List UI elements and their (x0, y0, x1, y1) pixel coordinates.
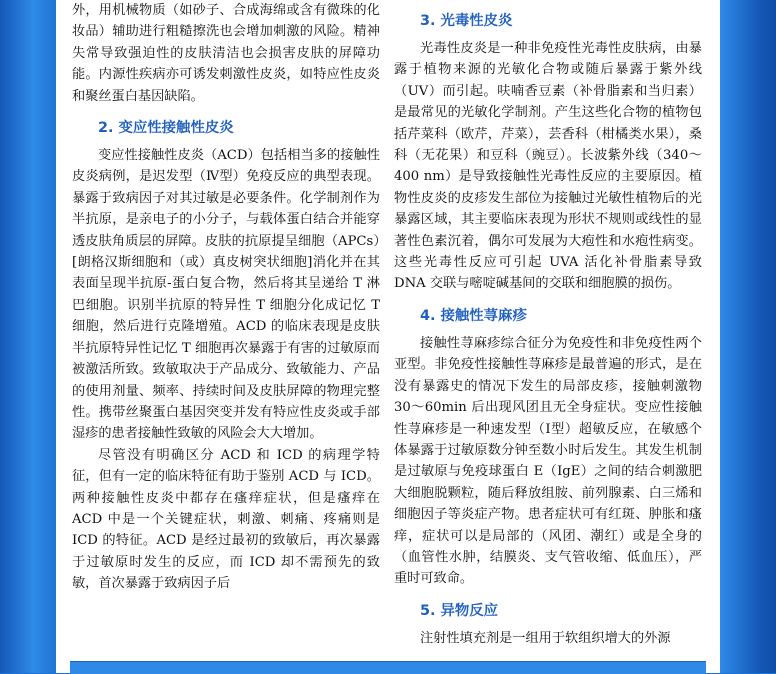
heading-foreign-body: 5. 异物反应 (420, 602, 499, 619)
page-sheet (56, 0, 720, 652)
paragraph-intro (72, 0, 380, 107)
heading-contact-urticaria: 4. 接触性荨麻疹 (420, 307, 527, 324)
page-right-edge (720, 0, 776, 673)
paragraph-contact-urticaria-text: 接触性荨麻疹综合征分为免疫性和非免疫性两个亚型。非免疫性接触性荨麻疹是最普遍的形式，是在没有暴露史的情况下发生的局部皮疹，接触刺激物 30～60min 后出现风团且无全身症状。变应性接触性荨麻疹是一种速发型（Ⅰ型）超敏反应，在敏感个体暴露于过敏原数分钟至数小时后发生。其发生机制是过敏原与免疫球蛋白 E（IgE）之间的结合刺激肥大细胞脱颗粒，随后释放组胺、前列腺素、白三烯和细胞因子等炎症产物。患者症状可有红斑、肿胀和瘙痒，症状可以是局部的（风团、潮红）或是全身的（血管性水肿，结膜炎、支气管收缩、低血压），严重时可致命。 (394, 335, 702, 587)
paragraph-acd-2 (72, 445, 380, 595)
left-column (72, 0, 380, 652)
paragraph-acd-2-text: 尽管没有明确区分 ACD 和 ICD 的病理学特征，但有一定的临床特征有助于鉴别 ACD 与 ICD。两种接触性皮炎中都存在瘙痒症状，但是瘙痒在 ACD 中是一个关键症状，刺激、刺痛、疼痛则是 ICD 的特征。ACD 是经过最初的致敏后，再次暴露于过敏原时发生的反应，而 ICD 却不需预先的致敏，首次暴露于致病因子后 (72, 447, 380, 592)
two-column-layout (56, 0, 720, 652)
page-footer-strip (70, 661, 706, 674)
paragraph-foreign-body (394, 628, 702, 649)
page-left-edge (0, 0, 56, 673)
paragraph-contact-urticaria (394, 333, 702, 590)
paragraph-intro-text: 外，用机械物质（如砂子、合成海绵或含有微珠的化妆品）辅助进行粗糙擦洗也会增加刺激的风险。精神失常导致强迫性的皮肤清洁也会损害皮肤的屏障功能。内源性疾病亦可诱发刺激性皮炎，如特应性皮炎和聚丝蛋白基因缺陷。 (72, 3, 380, 104)
paragraph-phototoxic-text: 光毒性皮炎是一种非免疫性光毒性皮肤病，由暴露于植物来源的光敏化合物或随后暴露于紫外线（UV）而引起。呋喃香豆素（补骨脂素和当归素）是最常见的光敏化学制剂。产生这些化合物的植物包括芹菜科（欧芹，芹菜），芸香科（柑橘类水果），桑科（无花果）和豆科（豌豆）。长波紫外线（340～400 nm）是导致接触性光毒性反应的主要原因。植物性皮炎的皮疹发生部位为接触过光敏性植物后的光暴露区域，其主要临床表现为形状不规则或线性的显著性色素沉着，偶尔可发展为大疱性和水疱性病变。这些光毒性反应可引起 UVA 活化补骨脂素导致 DNA 交联与嘧啶碱基间的交联和细胞膜的损伤。 (394, 41, 702, 292)
paragraph-acd-1 (72, 145, 380, 445)
paragraph-acd-1-text: 变应性接触性皮炎（ACD）包括相当多的接触性皮炎病例，是迟发型（Ⅳ型）免疫反应的典型表现。暴露于致病因子对其过敏是必要条件。化学制剂作为半抗原，是亲电子的小分子，与载体蛋白结合并能穿透皮肤角质层的屏障。皮肤的抗原提呈细胞（APCs）[朗格汉斯细胞和（或）真皮树突状细胞]消化并在其表面呈现半抗原-蛋白复合物，然后将其呈递给 T 淋巴细胞。识别半抗原的特异性 T 细胞分化成记忆 T 细胞，然后进行克隆增殖。ACD 的临床表现是皮肤半抗原特异性记忆 T 细胞再次暴露于有害的过敏原而被激活所致。致敏取决于产品成分、致敏能力、产品的使用剂量、频率、持续时间及皮肤屏障的物理完整性。携带丝聚蛋白基因突变并发有特应性皮炎或手部湿疹的患者接触性致敏的风险会大大增加。 (72, 148, 380, 442)
paragraph-foreign-body-text: 注射性填充剂是一组用于软组织增大的外源 (420, 630, 671, 646)
paragraph-phototoxic (394, 38, 702, 295)
right-column (394, 0, 702, 652)
heading-phototoxic: 3. 光毒性皮炎 (420, 13, 513, 29)
heading-acd: 2. 变应性接触性皮炎 (98, 120, 234, 137)
